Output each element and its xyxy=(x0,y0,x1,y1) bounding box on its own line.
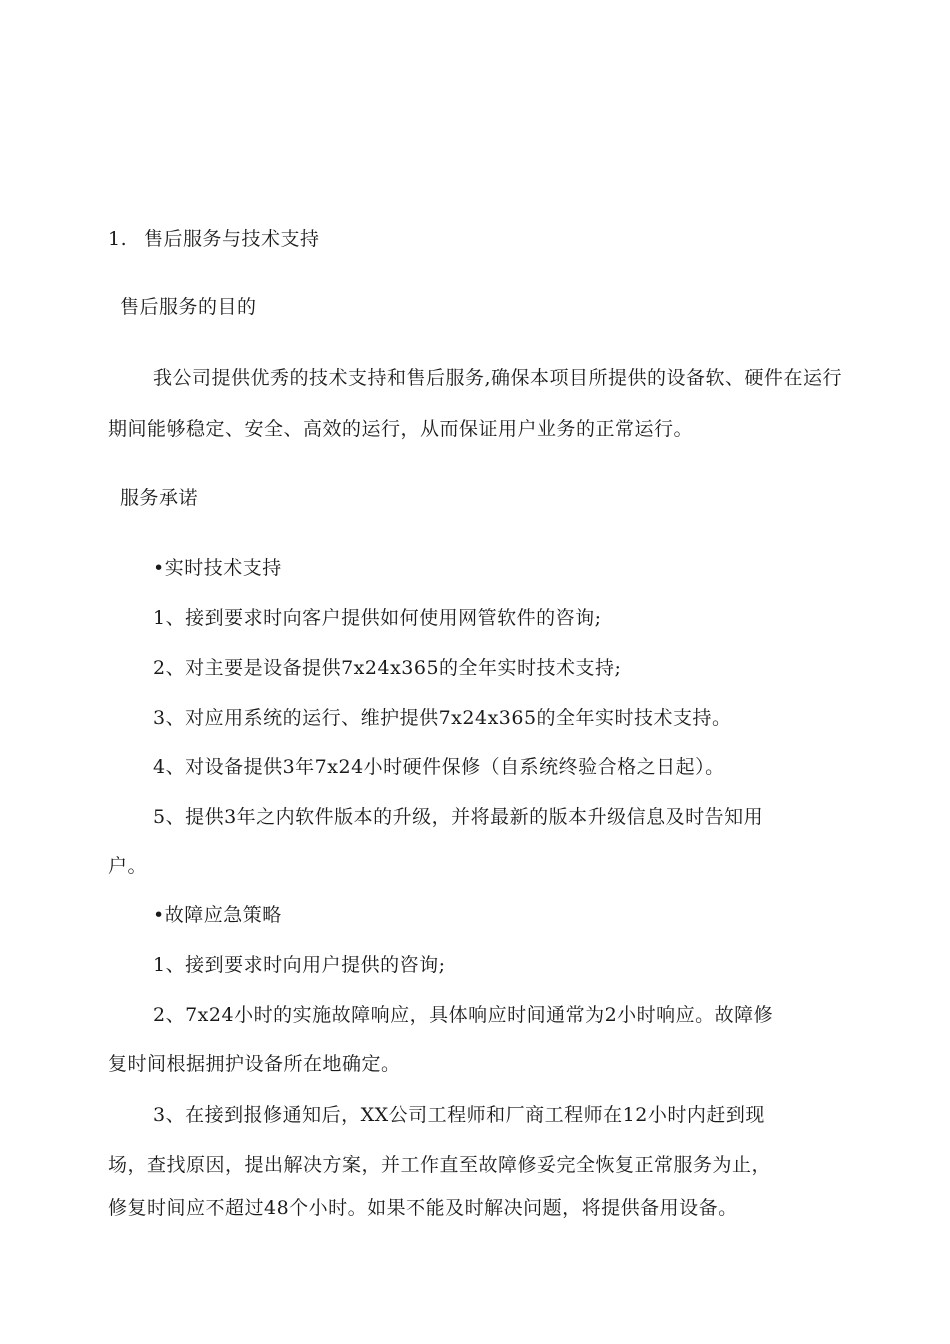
emergency-item-1: 1、接到要求时向用户提供的咨询; xyxy=(153,954,446,976)
emergency-item-3-line-2: 场，查找原因，提出解决方案，并工作直至故障修妥完全恢复正常服务为止， xyxy=(108,1154,772,1176)
realtime-item-3: 3、对应用系统的运行、维护提供7x24x365的全年实时技术支持。 xyxy=(153,707,732,729)
purpose-heading: 售后服务的目的 xyxy=(120,296,257,318)
realtime-item-2: 2、对主要是设备提供7x24x365的全年实时技术支持; xyxy=(153,657,622,679)
section-heading xyxy=(108,227,320,251)
realtime-item-4: 4、对设备提供3年7x24小时硬件保修（自系统终验合格之日起）。 xyxy=(153,756,725,778)
realtime-item-5-line-1: 5、提供3年之内软件版本的升级，并将最新的版本升级信息及时告知用 xyxy=(153,806,764,828)
purpose-paragraph-line-1: 我公司提供优秀的技术支持和售后服务,确保本项目所提供的设备软、硬件在运行 xyxy=(153,367,843,389)
section-number: 1. xyxy=(108,228,128,250)
purpose-paragraph-line-2: 期间能够稳定、安全、高效的运行，从而保证用户业务的正常运行。 xyxy=(108,418,694,440)
commitment-heading: 服务承诺 xyxy=(120,487,199,509)
realtime-support-title: •实时技术支持 xyxy=(153,557,282,579)
realtime-item-1: 1、接到要求时向客户提供如何使用网管软件的咨询; xyxy=(153,607,602,629)
emergency-item-3-line-3: 修复时间应不超过48个小时。如果不能及时解决问题，将提供备用设备。 xyxy=(108,1197,738,1219)
emergency-item-2-line-2: 复时间根据拥护设备所在地确定。 xyxy=(108,1053,401,1075)
realtime-item-5-line-2: 户。 xyxy=(108,855,148,877)
section-title: 售后服务与技术支持 xyxy=(144,228,320,250)
emergency-strategy-title: •故障应急策略 xyxy=(153,904,282,926)
emergency-item-2-line-1: 2、7x24小时的实施故障响应，具体响应时间通常为2小时响应。故障修 xyxy=(153,1004,774,1026)
emergency-item-3-line-1: 3、在接到报修通知后，XX公司工程师和厂商工程师在12小时内赶到现 xyxy=(153,1104,765,1126)
